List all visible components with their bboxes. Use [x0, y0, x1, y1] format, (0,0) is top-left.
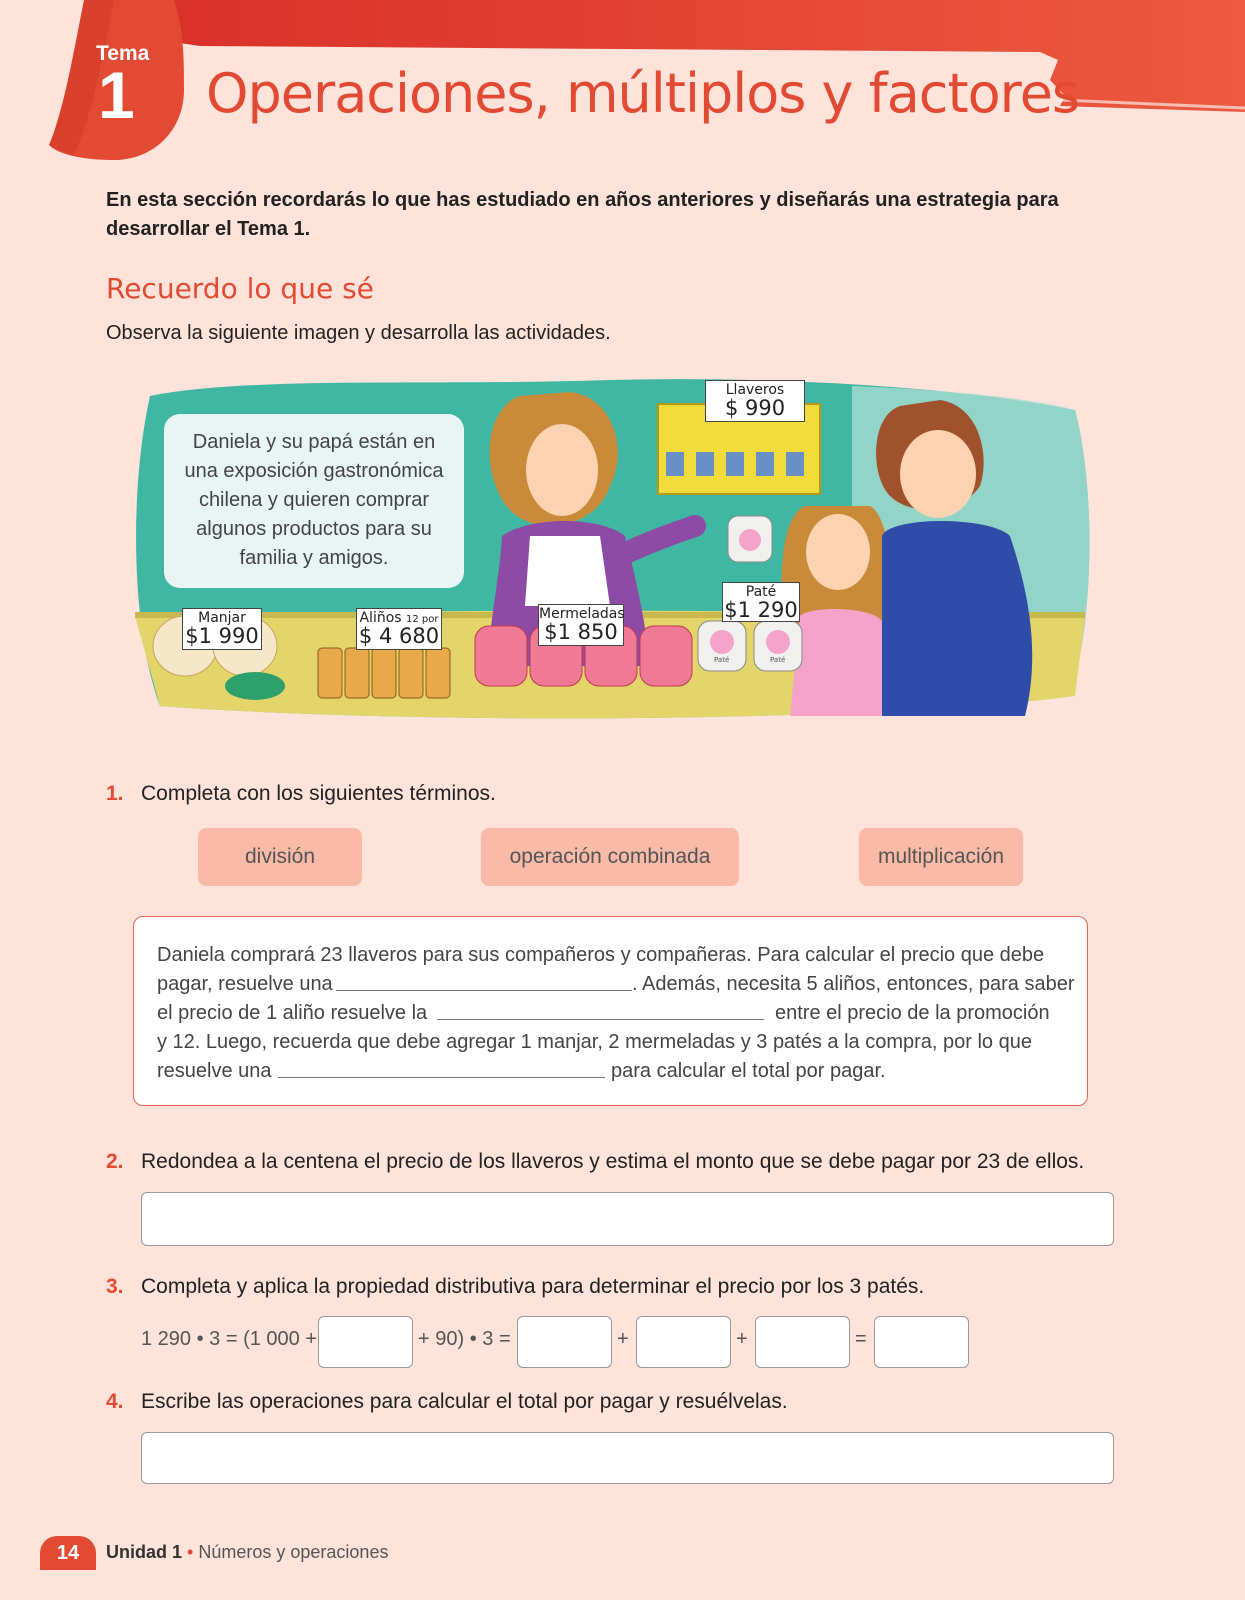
- price-tag-manjar: [182, 608, 262, 650]
- answer-box-q2[interactable]: [141, 1192, 1114, 1246]
- footer-text: [106, 1542, 388, 1563]
- price-tag-mermeladas: [538, 604, 624, 646]
- tag-name: [357, 611, 441, 625]
- tag-price: $ 990: [724, 396, 786, 420]
- instruction-text: Observa la siguiente imagen y desarrolla las actividades.: [106, 322, 611, 344]
- tag-price: $1 850: [544, 620, 618, 644]
- term-chip-operacion-combinada: operación combinada: [481, 828, 739, 886]
- question-text: Escribe las operaciones para calcular el total por pagar y resuélvelas.: [141, 1390, 788, 1413]
- answer-box-q3-1[interactable]: [318, 1316, 413, 1368]
- tema-label: Tema: [96, 42, 150, 65]
- fill-text-line: resuelve una: [157, 1060, 272, 1082]
- question-number: 4.: [106, 1390, 124, 1413]
- answer-box-q3-5[interactable]: [874, 1316, 969, 1368]
- jar-label: Paté: [770, 656, 786, 664]
- jar-label: Paté: [714, 656, 730, 664]
- answer-box-q4[interactable]: [141, 1432, 1114, 1484]
- footer-dot: •: [187, 1542, 194, 1562]
- price-tag-pate: [722, 582, 800, 622]
- footer-unit: Unidad 1: [106, 1542, 183, 1562]
- page-title: Operaciones, múltiplos y factores: [206, 62, 1080, 125]
- tag-name: Paté: [745, 584, 777, 600]
- plus-sign: +: [617, 1328, 629, 1350]
- page-number: 14: [40, 1536, 96, 1570]
- fill-text-line: . Además, necesita 5 aliños, entonces, para saber: [632, 973, 1075, 995]
- tag-name: Llaveros: [725, 382, 785, 398]
- price-tag-alinos: [356, 608, 442, 650]
- tag-price: $ 4 680: [358, 624, 440, 648]
- answer-box-q3-2[interactable]: [517, 1316, 612, 1368]
- tag-promo: 12 por: [406, 614, 439, 625]
- fill-text-line: Daniela comprará 23 llaveros para sus compañeros y compañeras. Para calcular el precio que debe: [157, 944, 1045, 966]
- section-title: Recuerdo lo que sé: [106, 272, 374, 305]
- fill-text-line: y 12. Luego, recuerda que debe agregar 1 manjar, 2 mermeladas y 3 patés a la compra, por lo que: [157, 1031, 1032, 1053]
- equation-start: 1 290 • 3 = (1 000 +: [141, 1328, 318, 1350]
- fill-text-line: pagar, resuelve una: [157, 973, 333, 995]
- blank-line-2[interactable]: [437, 1019, 764, 1020]
- question-text: Redondea a la centena el precio de los llaveros y estima el monto que se debe pagar por 23 de ellos.: [141, 1150, 1085, 1173]
- tag-price: $1 990: [185, 624, 259, 648]
- question-text: Completa con los siguientes términos.: [141, 782, 496, 805]
- term-chip-multiplicacion: multiplicación: [859, 828, 1023, 886]
- tag-name: Mermeladas: [539, 606, 625, 622]
- tema-number: 1: [98, 58, 135, 132]
- tag-name: Manjar: [198, 610, 246, 626]
- fill-text-line: el precio de 1 aliño resuelve la: [157, 1002, 428, 1024]
- question-number: 3.: [106, 1275, 124, 1298]
- question-number: 2.: [106, 1150, 124, 1173]
- question-text: Completa y aplica la propiedad distributiva para determinar el precio por los 3 patés.: [141, 1275, 925, 1298]
- equation-mid: + 90) • 3 =: [418, 1328, 511, 1350]
- tag-name-text: Aliños: [359, 610, 402, 626]
- blank-line-1[interactable]: [336, 990, 632, 991]
- plus-sign: +: [736, 1328, 748, 1350]
- speech-bubble: Daniela y su papá están en una exposición gastronómica chilena y quieren comprar algunos productos para su familia y amigos.: [164, 414, 464, 588]
- price-tag-llaveros: [705, 380, 805, 422]
- answer-box-q3-4[interactable]: [755, 1316, 850, 1368]
- fill-text-line: para calcular el total por pagar.: [611, 1060, 886, 1082]
- blank-line-3[interactable]: [278, 1077, 605, 1078]
- intro-text: En esta sección recordarás lo que has estudiado en años anteriores y diseñarás una estrategia para desarrollar el Tema 1.: [106, 189, 1059, 240]
- term-chip-division: división: [198, 828, 362, 886]
- equals-sign: =: [855, 1328, 867, 1350]
- footer-section: Números y operaciones: [198, 1542, 389, 1562]
- fill-text-line: entre el precio de la promoción: [775, 1002, 1050, 1024]
- tag-price: $1 290: [724, 598, 798, 622]
- answer-box-q3-3[interactable]: [636, 1316, 731, 1368]
- question-number: 1.: [106, 782, 124, 805]
